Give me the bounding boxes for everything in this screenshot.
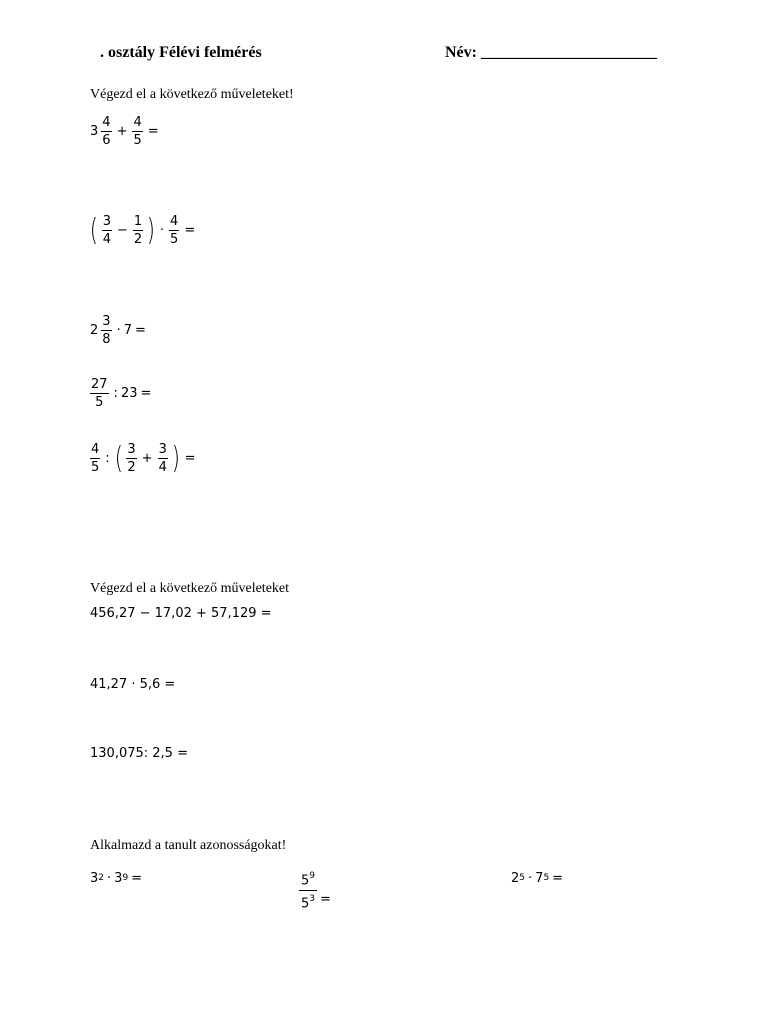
equals-sign: =: [184, 223, 196, 238]
fraction: [90, 442, 100, 475]
operator: +: [141, 451, 153, 466]
numerator: 4: [91, 442, 100, 457]
fraction: [169, 214, 179, 247]
numerator: 4: [102, 115, 111, 130]
fraction: [90, 377, 109, 410]
equals-sign: =: [552, 871, 564, 886]
left-paren: (: [89, 212, 98, 248]
denominator: 5: [133, 133, 142, 148]
exponent: 2: [98, 872, 105, 883]
fraction: [133, 214, 143, 247]
fraction: [158, 442, 168, 475]
fraction: [126, 442, 136, 475]
power-fraction: [299, 869, 317, 913]
numerator: 3: [127, 442, 136, 457]
operator: ·: [528, 871, 533, 886]
exercise-1-5: [88, 442, 198, 475]
right-paren: ): [171, 440, 180, 476]
section2-instruction: Végezd el a következő műveleteket: [90, 581, 290, 596]
exercise-1-3: [90, 314, 149, 347]
base: 5: [301, 873, 310, 889]
denominator: 4: [158, 460, 167, 475]
base: 3: [114, 871, 123, 886]
numerator: 3: [102, 314, 111, 329]
operator: −: [117, 223, 128, 238]
equals-sign: =: [320, 892, 331, 908]
operator: +: [116, 124, 128, 139]
denominator: 5: [95, 395, 104, 410]
base: 2: [511, 871, 520, 886]
numerator: 4: [170, 214, 179, 229]
numerator: 4: [133, 115, 142, 130]
whole-number: 2: [90, 323, 99, 338]
operator: ·: [116, 323, 121, 338]
denominator: 2: [133, 232, 143, 247]
numerator: 3: [158, 442, 167, 457]
numerator: 1: [133, 214, 143, 229]
section1-instruction: Végezd el a következő műveleteket!: [90, 87, 294, 102]
exercise-2-1: 456,27 − 17,02 + 57,129 =: [90, 606, 272, 621]
numerator: 3: [102, 214, 111, 229]
denominator: 4: [102, 232, 111, 247]
exercise-3-1: [90, 871, 145, 886]
numerator: [299, 869, 317, 891]
worksheet-title: . osztály Félévi felmérés: [100, 44, 262, 61]
operator: ·: [107, 871, 112, 886]
denominator: 8: [102, 332, 111, 347]
number: 7: [123, 323, 132, 338]
number: 23: [120, 386, 138, 401]
exercise-1-2: [88, 214, 198, 247]
section3-instruction: Alkalmazd a tanult azonosságokat!: [90, 838, 287, 853]
denominator: 2: [127, 460, 136, 475]
equals-sign: =: [134, 323, 146, 338]
operator: :: [113, 386, 118, 401]
exercise-2-2: 41,27 · 5,6 =: [90, 677, 176, 692]
exponent: 5: [519, 872, 526, 883]
equals-sign: =: [184, 451, 196, 466]
exercise-3-3: [511, 871, 566, 886]
exercise-2-3: 130,075: 2,5 =: [90, 746, 188, 761]
fraction: [101, 314, 111, 347]
denominator: 5: [170, 232, 179, 247]
exponent: 9: [309, 871, 316, 881]
exercise-3-2: [299, 869, 334, 913]
fraction: [101, 115, 111, 148]
equals-sign: =: [140, 386, 152, 401]
exponent: 3: [309, 894, 316, 905]
denominator: [299, 891, 317, 912]
equals-sign: =: [131, 871, 143, 886]
exponent: 5: [543, 872, 550, 883]
base: 5: [301, 896, 310, 912]
exponent: 9: [122, 872, 129, 883]
operator: ·: [159, 223, 165, 238]
base: 3: [90, 871, 99, 886]
denominator: 5: [91, 460, 100, 475]
exercise-1-4: [88, 377, 154, 410]
denominator: 6: [102, 133, 111, 148]
whole-number: 3: [90, 124, 99, 139]
right-paren: ): [146, 212, 156, 248]
base: 7: [535, 871, 544, 886]
equals-sign: =: [147, 124, 159, 139]
fraction: [102, 214, 112, 247]
operator: :: [105, 451, 110, 466]
numerator: 27: [91, 377, 108, 392]
name-field-label: Név: ______________________: [445, 44, 657, 61]
left-paren: (: [114, 440, 123, 476]
fraction: [132, 115, 142, 148]
exercise-1-1: [90, 115, 162, 148]
